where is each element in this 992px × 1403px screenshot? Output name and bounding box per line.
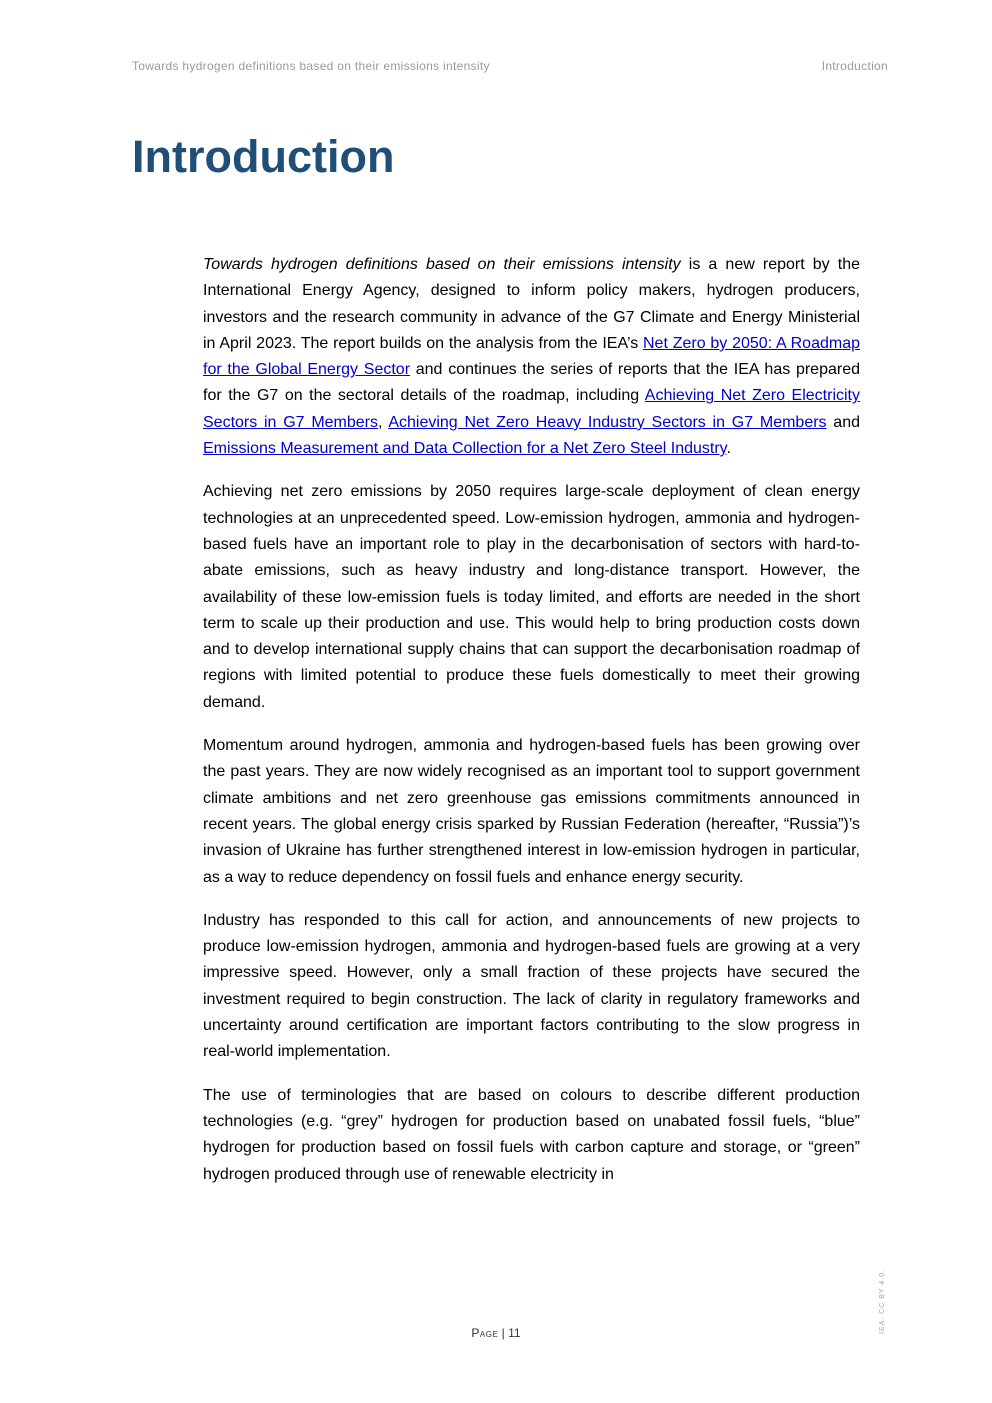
header-section-name: Introduction: [821, 59, 888, 73]
page-label: Page: [471, 1326, 499, 1340]
page-title: Introduction: [132, 131, 395, 182]
page-footer: [0, 1326, 992, 1340]
paragraph-1: [203, 252, 860, 462]
paragraph-1-text-2: and continues the series of reports that the IEA has prepared for the G7 on the sectoral details of the roadmap, including: [203, 361, 860, 405]
header-document-title: Towards hydrogen definitions based on their emissions intensity: [132, 59, 490, 73]
license-notice: IEA. CC BY 4.0.: [879, 1268, 886, 1334]
body-text: [203, 252, 860, 1205]
paragraph-2: Achieving net zero emissions by 2050 requires large-scale deployment of clean energy technologies at an unprecedented speed. Low-emission hydrogen, ammonia and hydrogen-based fuels have an important role to play in the decarbonisation of sectors with hard-to-abate emissions, such as heavy industry and long-distance transport. However, the availability of these low-emission fuels is today limited, and efforts are needed in the short term to scale up their production and use. This would help to bring production costs down and to develop international supply chains that can support the decarbonisation roadmap of regions with limited potential to produce these fuels domestically to meet their growing demand.: [203, 483, 860, 711]
paragraph-4: Industry has responded to this call for action, and announcements of new projects to produce low-emission hydrogen, ammonia and hydrogen-based fuels are growing at a very impressive speed. However, only a small fraction of these projects have secured the investment required to begin construction. The lack of clarity in regulatory frameworks and uncertainty around certification are important factors contributing to the slow progress in real-world implementation.: [203, 911, 860, 1061]
paragraph-5: The use of terminologies that are based on colours to describe different production technologies (e.g. “grey” hydrogen for production based on unabated fossil fuels, “blue” hydrogen for production based on fossil fuels with carbon capture and storage, or “green” hydrogen produced through use of renewable electricity in: [203, 1086, 860, 1183]
report-title-italic: Towards hydrogen definitions based on their emissions intensity: [203, 256, 681, 273]
paragraph-1-text-1: is a new report by the International Energy Agency, designed to inform policy makers, hydrogen producers, investors and the research community in advance of the G7 Climate and Energy Ministerial in April 2023. The report builds on the analysis from the IEA’s: [203, 256, 860, 352]
paragraph-3: Momentum around hydrogen, ammonia and hydrogen-based fuels has been growing over the past years. They are now widely recognised as an important tool to support government climate ambitions and net zero greenhouse gas emissions commitments announced in recent years. The global energy crisis sparked by Russian Federation (hereafter, “Russia”)’s invasion of Ukraine has further strengthened interest in low-emission hydrogen in particular, as a way to reduce dependency on fossil fuels and enhance energy security.: [203, 737, 860, 886]
paragraph-1-text-4: and: [826, 413, 860, 431]
paragraph-1-text-3: ,: [378, 413, 389, 431]
link-emissions-measurement-steel[interactable]: Emissions Measurement and Data Collection for a Net Zero Steel Industry: [203, 440, 727, 458]
link-net-zero-electricity-g7[interactable]: Achieving Net Zero Electricity Sectors in G7 Members: [203, 387, 860, 431]
page-separator: |: [498, 1326, 509, 1340]
link-net-zero-heavy-industry-g7[interactable]: Achieving Net Zero Heavy Industry Sectors in G7 Members: [388, 413, 827, 431]
paragraph-1-text-5: .: [726, 440, 731, 458]
link-net-zero-roadmap[interactable]: Net Zero by 2050: A Roadmap for the Global Energy Sector: [203, 334, 860, 379]
running-header: [132, 59, 888, 75]
page-number: 11: [508, 1326, 521, 1340]
